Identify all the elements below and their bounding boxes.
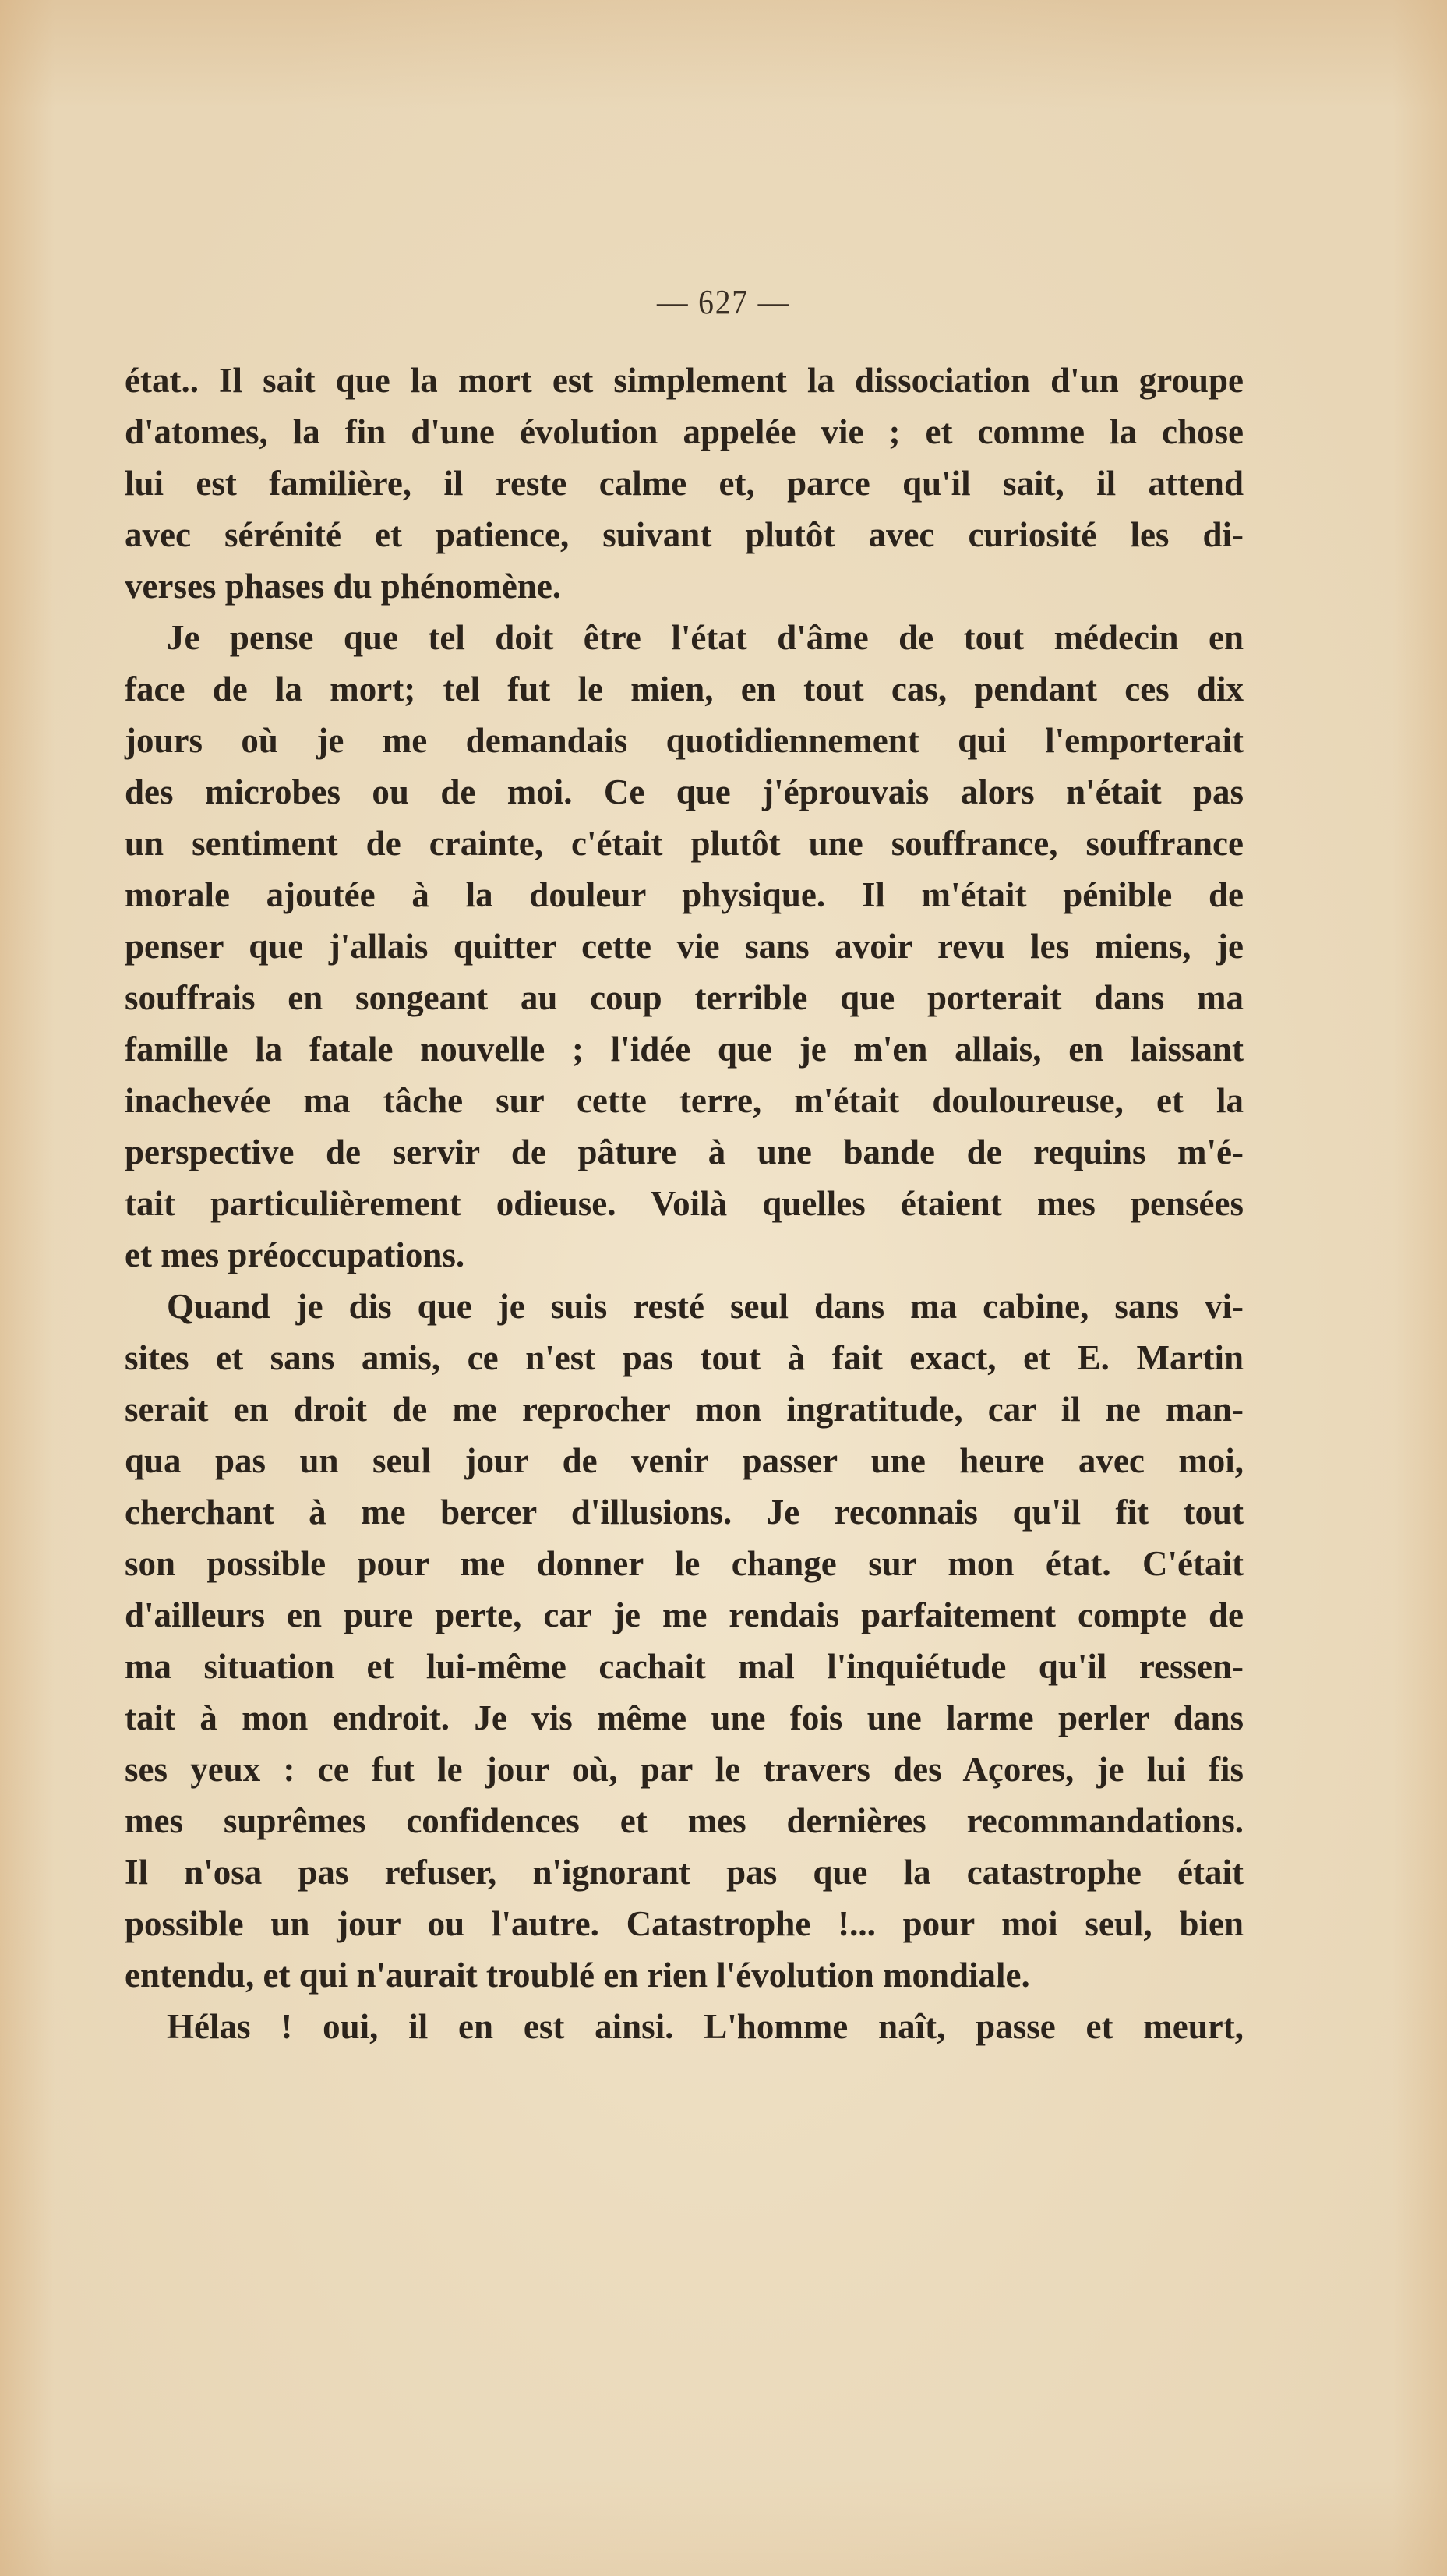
text-line: ses yeux : ce fut le jour où, par le travers des Açores, je lui fis — [125, 1750, 1244, 1789]
text-line: un sentiment de crainte, c'était plutôt une souffrance, souffrance — [125, 824, 1244, 863]
text-line: Hélas ! oui, il en est ainsi. L'homme naît, passe et meurt, — [167, 2007, 1244, 2046]
body-text — [125, 355, 1244, 2052]
text-line: d'atomes, la fin d'une évolution appelée vie ; et comme la chose — [125, 412, 1244, 451]
page-number: — 627 — — [657, 283, 790, 321]
text-line: Je pense que tel doit être l'état d'âme de tout médecin en — [167, 618, 1244, 657]
text-line: verses phases du phénomène. — [125, 567, 562, 606]
text-line: sites et sans amis, ce n'est pas tout à fait exact, et E. Martin — [125, 1338, 1244, 1377]
text-line: entendu, et qui n'aurait troublé en rien l'évolution mondiale. — [125, 1956, 1030, 1995]
text-line: son possible pour me donner le change sur mon état. C'était — [125, 1544, 1244, 1583]
text-line: et mes préoccupations. — [125, 1235, 465, 1274]
paragraph — [125, 1281, 1244, 2001]
text-line: tait particulièrement odieuse. Voilà quelles étaient mes pensées — [125, 1184, 1244, 1223]
text-line: Il n'osa pas refuser, n'ignorant pas que la catastrophe était — [125, 1853, 1244, 1892]
text-line: inachevée ma tâche sur cette terre, m'était douloureuse, et la — [125, 1081, 1244, 1120]
text-line: face de la mort; tel fut le mien, en tout cas, pendant ces dix — [125, 670, 1244, 708]
text-line: d'ailleurs en pure perte, car je me rendais parfaitement compte de — [125, 1595, 1244, 1634]
text-line: qua pas un seul jour de venir passer une heure avec moi, — [125, 1441, 1244, 1480]
text-line: lui est familière, il reste calme et, parce qu'il sait, il attend — [125, 464, 1244, 503]
text-line: Quand je dis que je suis resté seul dans ma cabine, sans vi- — [167, 1287, 1244, 1326]
text-line: possible un jour ou l'autre. Catastrophe !... pour moi seul, bien — [125, 1904, 1244, 1943]
text-line: avec sérénité et patience, suivant plutôt avec curiosité les di- — [125, 515, 1244, 554]
text-line: des microbes ou de moi. Ce que j'éprouvais alors n'était pas — [125, 772, 1244, 811]
text-line: perspective de servir de pâture à une bande de requins m'é- — [125, 1133, 1244, 1171]
text-line: cherchant à me bercer d'illusions. Je reconnais qu'il fit tout — [125, 1493, 1244, 1532]
text-line: souffrais en songeant au coup terrible que porterait dans ma — [125, 978, 1244, 1017]
paragraph — [125, 2001, 1244, 2052]
text-line: tait à mon endroit. Je vis même une fois une larme perler dans — [125, 1698, 1244, 1737]
text-line: mes suprêmes confidences et mes dernières recommandations. — [125, 1801, 1244, 1840]
text-line: morale ajoutée à la douleur physique. Il m'était pénible de — [125, 875, 1244, 914]
text-line: ma situation et lui-même cachait mal l'inquiétude qu'il ressen- — [125, 1647, 1244, 1686]
text-line: serait en droit de me reprocher mon ingratitude, car il ne man- — [125, 1390, 1244, 1429]
paragraph — [125, 612, 1244, 1281]
text-line: état.. Il sait que la mort est simplement la dissociation d'un groupe — [125, 361, 1244, 400]
paragraph — [125, 355, 1244, 612]
text-line: jours où je me demandais quotidiennement qui l'emporterait — [125, 721, 1244, 760]
text-line: famille la fatale nouvelle ; l'idée que je m'en allais, en laissant — [125, 1030, 1244, 1069]
text-line: penser que j'allais quitter cette vie sans avoir revu les miens, je — [125, 927, 1244, 966]
